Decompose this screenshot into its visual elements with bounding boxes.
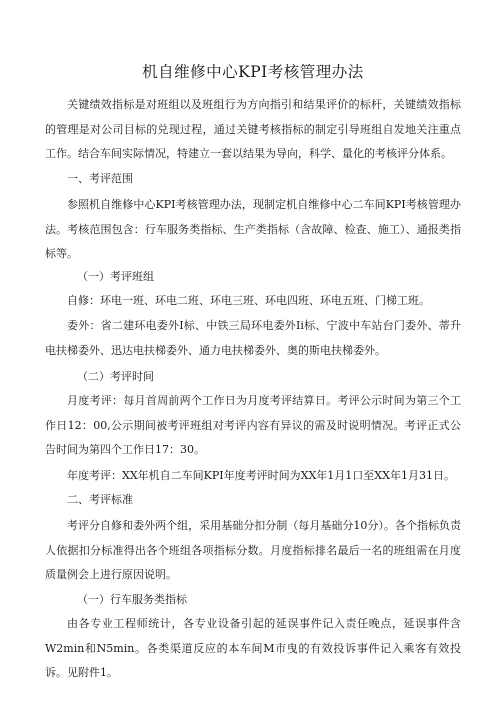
document-title: 机自维修中心KPI考核管理办法	[142, 63, 364, 81]
intro-paragraph: 关键绩效指标是对班组以及班组行为方向指引和结果评价的标杆，关键绩效指标的管理是对公司目标的兑现过程，通过关键考核指标的制定引导班组自发地关注重点工作。结合车间实际情况，特建立一套以结果为导向，科学、量化的考核评分体系。	[45, 98, 461, 161]
section-heading-standards: 二、考评标准	[67, 493, 133, 506]
outsourced-teams: 委外：省二建环电委外I标、中铁三局环电委外Ii标、宁波中车站台门委外、蒂升电扶梯委外、迅达电扶梯委外、通力电扶梯委外、奥的斯电扶梯委外。	[45, 319, 461, 357]
self-maintenance-teams: 自修：环电一班、环电二班、环电三班、环电四班、环电五班、门梯工班。	[67, 294, 430, 307]
yearly-evaluation: 年度考评：XX年机自二车间KPI年度考评时间为XX年1月1口至XX年1月31日。	[67, 469, 455, 482]
standards-paragraph: 考评分自修和委外两个组，采用基础分扣分制（每月基础分10分）。各个指标负责人依据扣分标准得出各个班组各项指标分数。月度指标排名最后一名的班组需在月度质量例会上进行原因说明。	[45, 519, 461, 582]
scope-paragraph: 参照机自维修中心KPI考核管理办法，现制定机自维修中心二车间KPI考核管理办法。考核范围包含：行车服务类指标、生产类指标（含故障、检查、施工）、通报类指标等。	[45, 198, 461, 261]
section-heading-scope: 一、考评范围	[67, 172, 133, 185]
service-indicators-paragraph: 由各专业工程师统计，各专业设备引起的延误事件记入责任晚点，延误事件含W2min和N5min。各类渠道反应的本车间M市曳的有效投诉事件记入乘客有效投诉。见附件1。	[45, 617, 461, 680]
subheading-service-indicators: （一）行车服务类指标	[77, 593, 187, 606]
monthly-evaluation: 月度考评：每月首周前两个工作日为月度考评结算日。考评公示时间为第三个工作日12：00,公示期间被考评班组对考评内容有异议的需及时说明情况。考评正式公告时间为第四个工作日17：30。	[45, 394, 461, 457]
subheading-time: （二）考评时间	[77, 370, 154, 383]
subheading-teams: （一）考评班组	[77, 270, 154, 283]
